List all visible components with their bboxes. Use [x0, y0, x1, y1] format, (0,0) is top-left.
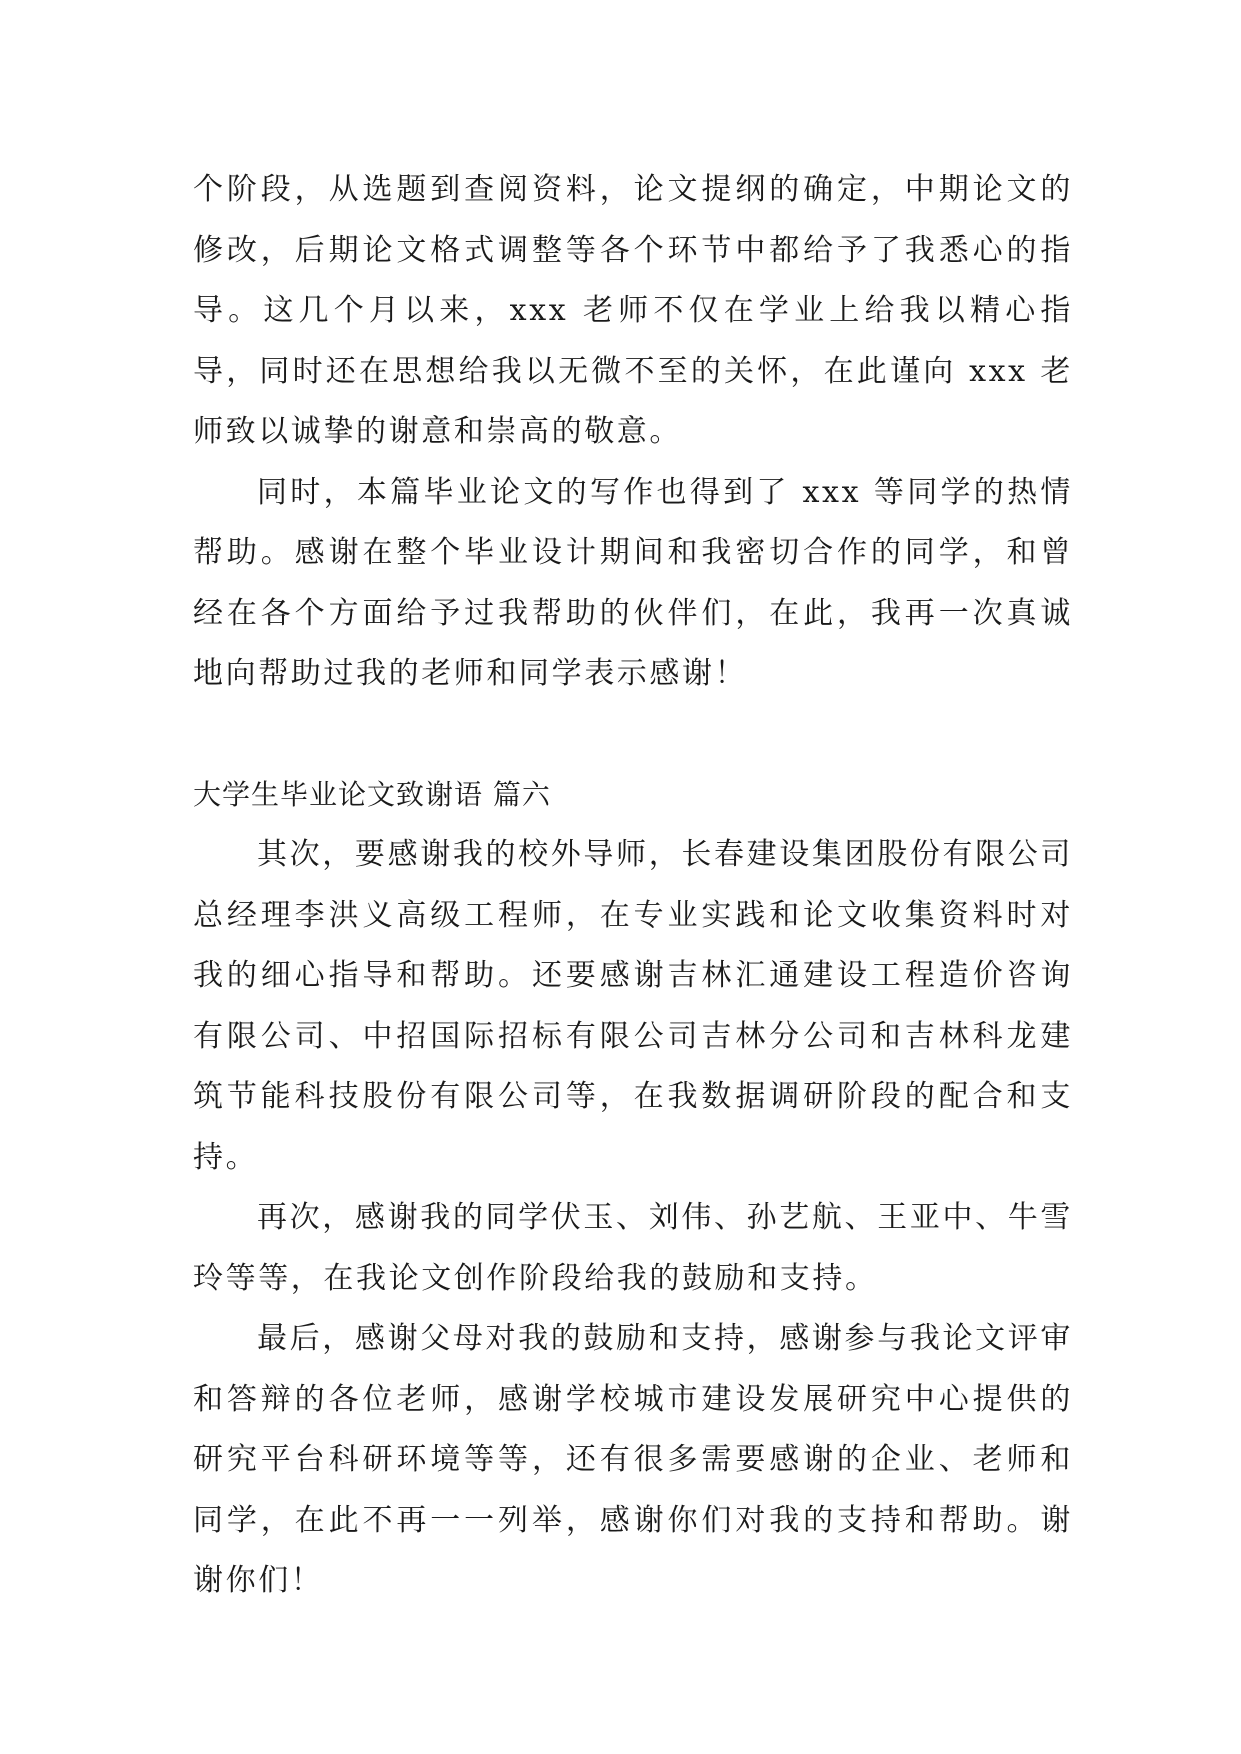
paragraph-external-advisor: 其次，要感谢我的校外导师，长春建设集团股份有限公司总经理李洪义高级工程师，在专业实践和论文收集资料时对我的细心指导和帮助。还要感谢吉林汇通建设工程造价咨询有限公司、中招国际招标有限公司吉林分公司和吉林科龙建筑节能科技股份有限公司等，在我数据调研阶段的配合和支持。 — [193, 837, 1073, 1175]
section-spacer — [193, 705, 1073, 765]
document-body — [193, 160, 1073, 1612]
paragraph-classmates: 再次，感谢我的同学伏玉、刘伟、孙艺航、王亚中、牛雪玲等等，在我论文创作阶段给我的鼓励和支持。 — [193, 1200, 1073, 1296]
paragraph-continued: 个阶段，从选题到查阅资料，论文提纲的确定，中期论文的修改，后期论文格式调整等各个环节中都给予了我悉心的指导。这几个月以来，xxx 老师不仅在学业上给我以精心指导，同时还在思想给我以无微不至的关怀，在此谨向 xxx 老师致以诚挚的谢意和崇高的敬意。 — [193, 172, 1073, 449]
section-heading: 大学生毕业论文致谢语 篇六 — [193, 777, 551, 811]
paragraph-final-thanks: 最后，感谢父母对我的鼓励和支持，感谢参与我论文评审和答辩的各位老师，感谢学校城市建设发展研究中心提供的研究平台科研环境等等，还有很多需要感谢的企业、老师和同学，在此不再一一列举，感谢你们对我的支持和帮助。谢谢你们！ — [193, 1321, 1073, 1598]
paragraph-classmates-thanks: 同时，本篇毕业论文的写作也得到了 xxx 等同学的热情帮助。感谢在整个毕业设计期间和我密切合作的同学，和曾经在各个方面给予过我帮助的伙伴们，在此，我再一次真诚地向帮助过我的老师和同学表示感谢！ — [193, 474, 1073, 691]
